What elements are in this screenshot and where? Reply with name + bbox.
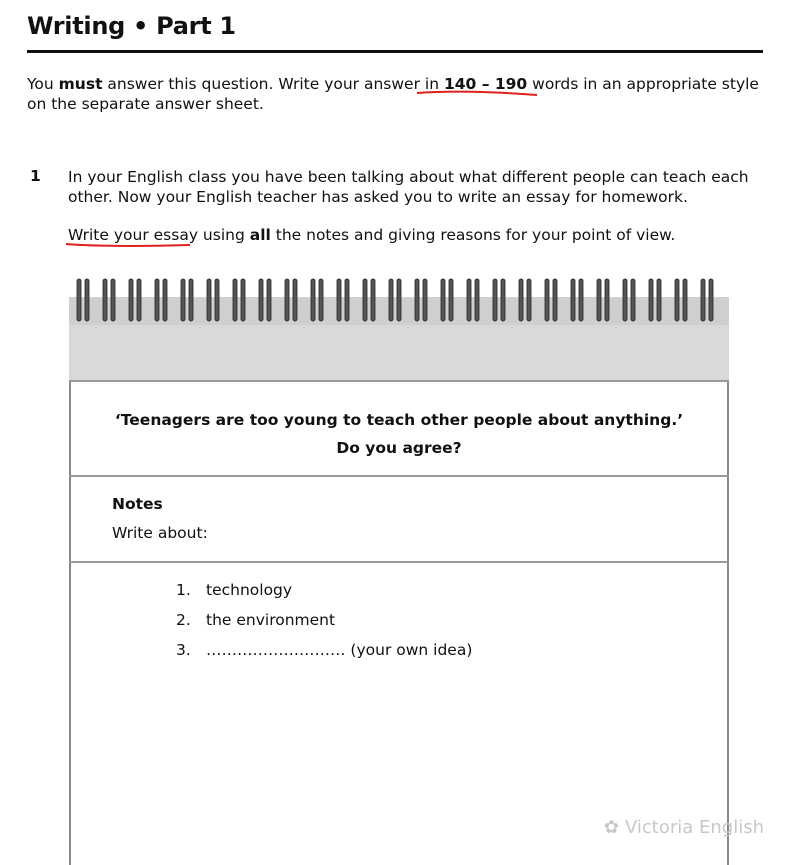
spiral-coil: [701, 279, 705, 321]
spiral-coil: [571, 279, 575, 321]
spiral-coil: [493, 279, 497, 321]
spiral-coil: [371, 279, 375, 321]
spiral-coil: [129, 279, 133, 321]
statement-box: [69, 380, 729, 477]
notebook-header-band: [69, 325, 729, 382]
list-item: 1. technology: [176, 581, 293, 599]
spiral-coil: [675, 279, 679, 321]
spiral-coil: [631, 279, 635, 321]
spiral-coil: [85, 279, 89, 321]
red-underline-range: [415, 86, 540, 98]
question-number: 1: [30, 167, 41, 185]
spiral-coil: [311, 279, 315, 321]
spiral-coil: [527, 279, 531, 321]
statement-line2: Do you agree?: [336, 439, 462, 457]
instruction-underlined: Write your essay: [68, 226, 198, 244]
spiral-coil: [215, 279, 219, 321]
spiral-coil: [501, 279, 505, 321]
essay-instruction: Write your essay using all the notes and giving reasons for your point of view.: [68, 226, 676, 244]
spiral-coil: [337, 279, 341, 321]
notes-box: [69, 477, 729, 563]
word-range: 140 – 190: [443, 75, 528, 93]
spiral-coil: [449, 279, 453, 321]
spiral-coil: [207, 279, 211, 321]
title-rule: [27, 50, 763, 53]
spiral-coil: [77, 279, 81, 321]
spiral-coil: [415, 279, 419, 321]
spiral-coil: [267, 279, 271, 321]
wechat-icon: ✿: [603, 817, 619, 838]
must-emphasis: must: [58, 75, 103, 93]
spiral-coil: [597, 279, 601, 321]
spiral-coil: [319, 279, 323, 321]
spiral-coil: [259, 279, 263, 321]
spiral-coil: [103, 279, 107, 321]
spiral-coil: [345, 279, 349, 321]
spiral-coil: [155, 279, 159, 321]
spiral-coil: [553, 279, 557, 321]
spiral-coil: [649, 279, 653, 321]
statement-line1: ‘Teenagers are too young to teach other people about anything.’: [114, 411, 684, 429]
spiral-coil: [579, 279, 583, 321]
question-text: In your English class you have been talking about what different people can teach each other. Now your English teacher has asked you to write an essay for homework.: [68, 168, 749, 206]
page-title: Writing • Part 1: [27, 12, 236, 40]
spiral-coil: [163, 279, 167, 321]
spiral-coil: [285, 279, 289, 321]
spiral-binding: [69, 273, 729, 329]
spiral-coil: [293, 279, 297, 321]
spiral-coil: [623, 279, 627, 321]
spiral-coil: [519, 279, 523, 321]
spiral-coil: [181, 279, 185, 321]
watermark-text: Victoria English: [624, 817, 764, 838]
spiral-coil: [389, 279, 393, 321]
notes-heading: Notes: [112, 495, 163, 513]
spiral-coil: [233, 279, 237, 321]
spiral-coil: [475, 279, 479, 321]
spiral-coil: [657, 279, 661, 321]
spiral-coil: [111, 279, 115, 321]
intro-paragraph: You must answer this question. Write your answer in 140 – 190 words in an appropriate style on the separate answer sheet.: [27, 75, 759, 113]
spiral-coil: [441, 279, 445, 321]
spiral-coil: [683, 279, 687, 321]
spiral-coil: [467, 279, 471, 321]
spiral-coil: [363, 279, 367, 321]
notes-subheading: Write about:: [112, 524, 208, 542]
spiral-coil: [709, 279, 713, 321]
red-underline-instruction: [64, 240, 194, 250]
spiral-coil: [241, 279, 245, 321]
spiral-coil: [545, 279, 549, 321]
spiral-coil: [423, 279, 427, 321]
list-item: 2. the environment: [176, 611, 336, 629]
watermark: [604, 817, 764, 838]
spiral-coil: [137, 279, 141, 321]
list-item: 3. ……………………… (your own idea): [176, 641, 473, 659]
spiral-coil: [189, 279, 193, 321]
notebook-card: [69, 273, 727, 860]
spiral-coil: [397, 279, 401, 321]
spiral-coil: [605, 279, 609, 321]
